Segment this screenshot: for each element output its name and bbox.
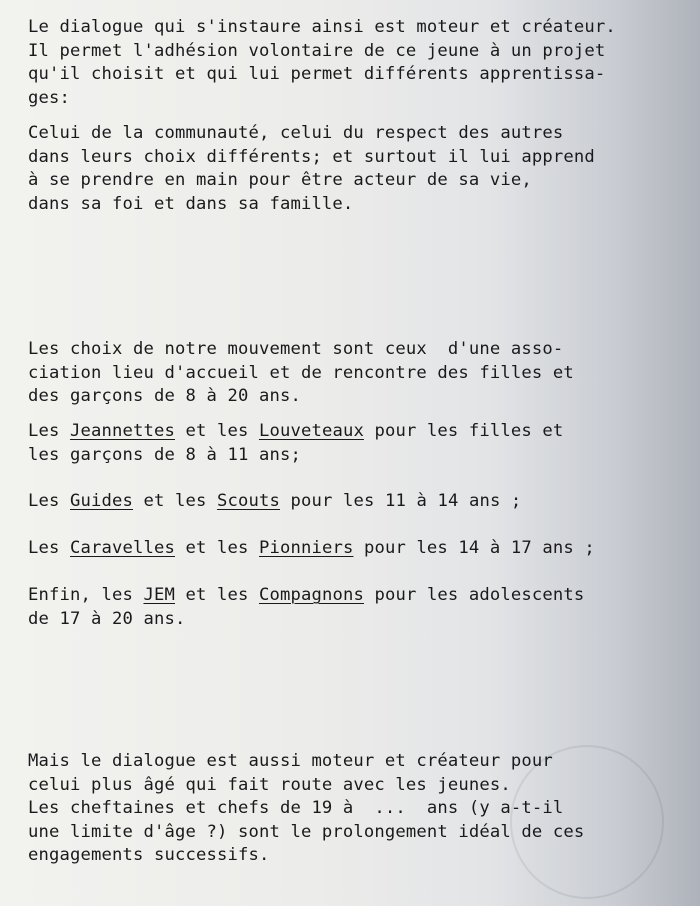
- branch-boys-name: Pionniers: [258, 538, 354, 558]
- text-line: des garçons de 8 à 20 ans.: [28, 386, 301, 406]
- text-line: ges:: [28, 87, 70, 108]
- leaders-paragraph: [28, 750, 584, 868]
- branch-mid: et les: [174, 421, 259, 441]
- text-line: ciation lieu d'accueil et de rencontre des filles et: [28, 362, 574, 383]
- movement-paragraph: [28, 338, 574, 409]
- text-line: à se prendre en main pour être acteur de sa vie,: [28, 170, 532, 190]
- branch-girls-name: JEM: [143, 585, 175, 605]
- text-line: celui plus âgé qui fait route avec les jeunes.: [28, 774, 511, 795]
- learning-paragraph: [28, 122, 595, 216]
- text-line: une limite d'âge ?) sont le prolongement idéal de ces: [28, 821, 585, 842]
- text-line: Le dialogue qui s'instaure ainsi est moteur et créateur.: [28, 17, 616, 37]
- text-line: Celui de la communauté, celui du respect des autres: [28, 123, 564, 143]
- branch-jeannettes-louveteaux: [28, 420, 563, 467]
- text-line: [28, 584, 584, 608]
- text-line: engagements successifs.: [28, 845, 270, 865]
- branch-girls-name: Caravelles: [70, 538, 175, 558]
- branch-prefix: Les: [28, 538, 70, 558]
- text-line: Les choix de notre mouvement sont ceux d'une asso-: [28, 339, 564, 359]
- text-line: dans leurs choix différents; et surtout il lui apprend: [28, 146, 595, 167]
- branch-guides-scouts: [28, 490, 521, 514]
- text-line: qu'il choisit et qui lui permet différents apprentissa-: [28, 64, 606, 84]
- text-line: [28, 490, 521, 514]
- branch-suffix: pour les filles et: [363, 421, 564, 441]
- text-line: les garçons de 8 à 11 ans;: [28, 444, 301, 465]
- branch-jem-compagnons: [28, 584, 584, 631]
- branch-suffix: pour les 11 à 14 ans ;: [279, 491, 522, 511]
- intro-paragraph: [28, 16, 616, 110]
- branch-suffix: pour les adolescents: [363, 585, 585, 605]
- branch-girls-name: Guides: [70, 491, 133, 511]
- branch-girls-name: Jeannettes: [70, 421, 175, 441]
- branch-mid: et les: [174, 585, 259, 605]
- text-line: Les cheftaines et chefs de 19 à ... ans (y a-t-il: [28, 798, 564, 818]
- branch-caravelles-pionniers: [28, 537, 595, 561]
- branch-mid: et les: [133, 491, 217, 511]
- branch-boys-name: Compagnons: [258, 585, 364, 605]
- branch-mid: et les: [174, 538, 259, 558]
- branch-prefix: Les: [28, 421, 70, 441]
- text-line: de 17 à 20 ans.: [28, 608, 186, 629]
- text-line: [28, 537, 595, 561]
- branch-boys-name: Scouts: [216, 491, 280, 511]
- branch-prefix: Les: [28, 491, 70, 511]
- branch-suffix: pour les 14 à 17 ans ;: [353, 538, 595, 558]
- branch-prefix: Enfin, les: [28, 585, 144, 605]
- branch-boys-name: Louveteaux: [258, 421, 364, 441]
- text-line: Il permet l'adhésion volontaire de ce jeune à un projet: [28, 40, 606, 61]
- text-line: dans sa foi et dans sa famille.: [28, 193, 354, 214]
- text-line: [28, 420, 563, 444]
- text-line: Mais le dialogue est aussi moteur et créateur pour: [28, 751, 553, 771]
